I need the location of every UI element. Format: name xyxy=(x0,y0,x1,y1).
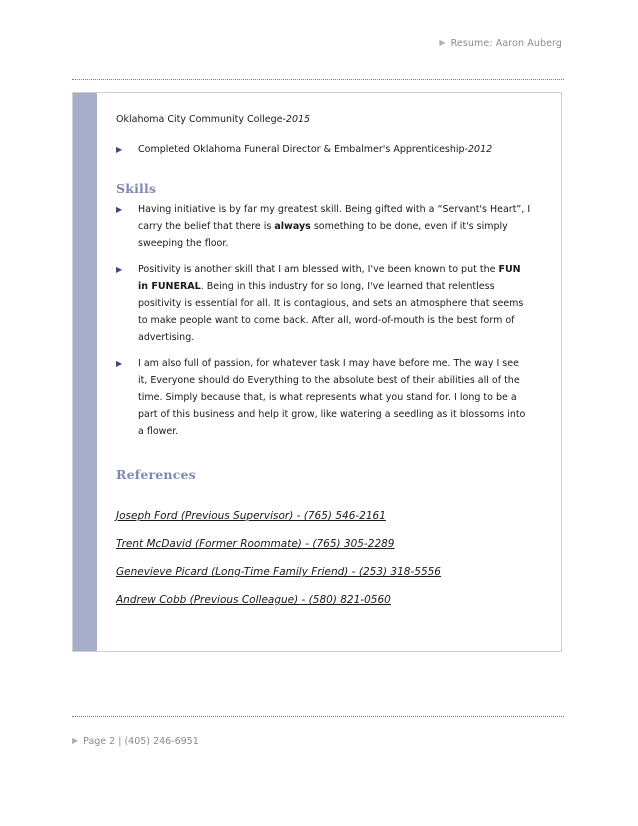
header-text: Resume: Aaron Auberg xyxy=(450,38,562,49)
skill-item-positivity xyxy=(116,261,531,346)
school-name: Oklahoma City Community College xyxy=(116,114,283,125)
education-school: Oklahoma City Community College-2015 xyxy=(116,114,311,125)
skill-text: Positivity is another skill that I am blessed with, I've been known to put the xyxy=(138,264,499,275)
skill-item-initiative xyxy=(116,201,531,252)
reference-item: Joseph Ford (Previous Supervisor) - (765) 546-2161 xyxy=(116,510,386,522)
skill-text: I am also full of passion, for whatever task I may have before me. The way I see it, Everyone should do Everything to the absolute best of their abilities all of the time. Simply because that, is what represents what you stand for. I long to be a part of this business and help it grow, like watering a seedling as it blossoms into a flower. xyxy=(138,358,526,437)
reference-item: Trent McDavid (Former Roommate) - (765) 305-2289 xyxy=(116,538,395,550)
content-frame xyxy=(72,92,562,652)
triangle-right-icon: ▶ xyxy=(72,736,79,745)
sidebar-accent-bar xyxy=(73,93,97,651)
resume-content xyxy=(116,111,531,621)
skill-text: . Being in this industry for so long, I've learned that relentless positivity is essential for all. It is contagious, and sets an atmosphere that seems to make people want to come back. After all, word-of-mouth is the best form of advertising. xyxy=(138,281,524,343)
triangle-right-icon: ▶ xyxy=(116,265,123,274)
skill-emphasis: FUN in FUNERAL xyxy=(138,264,521,292)
triangle-right-icon: ▶ xyxy=(116,145,123,154)
skill-emphasis: always xyxy=(274,221,311,232)
footer-divider xyxy=(72,716,564,717)
triangle-right-icon: ▶ xyxy=(116,205,123,214)
footer-text: Page 2 | (405) 246-6951 xyxy=(83,736,199,747)
references-heading: References xyxy=(116,467,196,482)
skill-item-passion xyxy=(116,355,531,440)
education-item-year: 2012 xyxy=(468,144,493,155)
header-divider xyxy=(72,79,564,80)
school-year: 2015 xyxy=(285,114,311,125)
education-item: ▶ Completed Oklahoma Funeral Director & Embalmer's Apprenticeship-2012 xyxy=(116,141,531,158)
skills-heading: Skills xyxy=(116,181,157,196)
triangle-right-icon: ▶ xyxy=(116,359,123,368)
skill-text: something to be done, even if it's simply sweeping the floor. xyxy=(138,221,508,249)
page-footer xyxy=(72,736,199,747)
reference-item: Genevieve Picard (Long-Time Family Friend) - (253) 318-5556 xyxy=(116,566,441,578)
page-header xyxy=(439,38,562,49)
education-item-text: Completed Oklahoma Funeral Director & Embalmer's Apprenticeship xyxy=(138,144,465,155)
triangle-right-icon: ▶ xyxy=(439,38,446,47)
reference-item: Andrew Cobb (Previous Colleague) - (580) 821-0560 xyxy=(116,594,391,606)
skill-text: Having initiative is by far my greatest skill. Being gifted with a “Servant's Heart”, I carry the belief that there is xyxy=(138,204,531,232)
